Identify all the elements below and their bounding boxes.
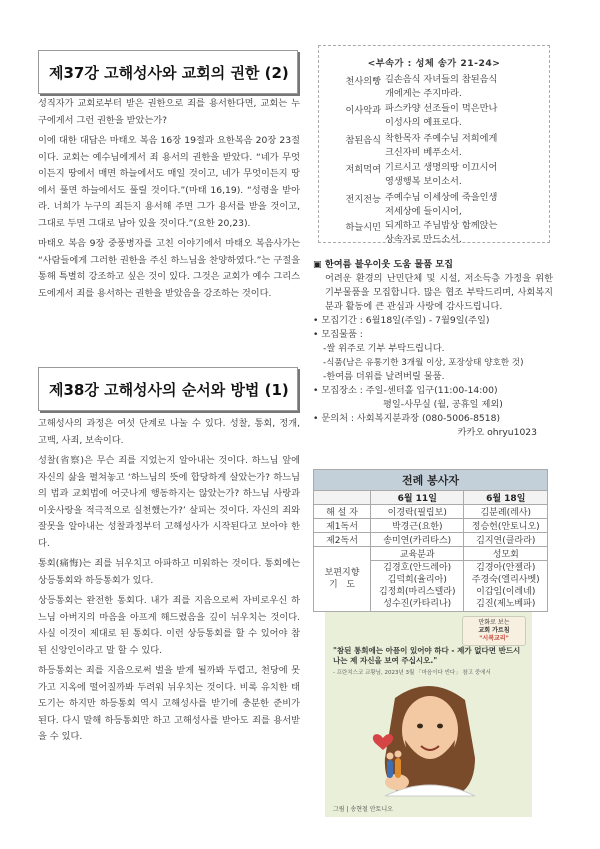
donation-period: • 모집기간 : 6월18일(주일) - 7월9일(주일): [313, 315, 490, 326]
donation-contact: • 문의처 : 사회복지분과장 (080-5006-8518): [313, 413, 501, 424]
lesson38-title: 제38강 고해성사의 순서와 방법 (1): [38, 367, 298, 411]
volunteer-name: 김정희(마리스텔라): [378, 587, 456, 597]
hymn-verse-key: 천사의빵: [345, 76, 381, 87]
donation-item: -식품(남은 유통기한 3개월 이상, 포장상태 양호한 것): [323, 358, 524, 368]
cartoon-illustration: [325, 612, 532, 817]
role-label-line: 기 도: [329, 580, 355, 590]
volunteer-table-title: 전례 봉사자: [314, 470, 548, 491]
donation-notice: [313, 258, 553, 440]
hymn-verse: [323, 161, 543, 189]
table-header-blank: [314, 491, 371, 505]
hymn-verse: [323, 191, 543, 219]
table-header-date: 6월 11일: [371, 491, 464, 505]
donation-intro: 어려운 환경의 난민단체 및 시설, 저소득층 가정을 위한 기부물품을 모집합니다. 많은 협조 부탁드리며, 사회복지분과 활동에 큰 관심과 사랑에 감사드립니다.: [325, 273, 553, 312]
role-label: 해 설 자: [314, 505, 371, 519]
group-name: 교육분과: [371, 547, 464, 561]
hymn-verse-key: 저희먹여: [345, 164, 381, 175]
hymn-verse: [323, 73, 543, 101]
hymn-line: 상속자로 만드소서.: [385, 234, 462, 245]
lesson38-paragraph: 고해성사의 과정은 여섯 단계로 나눌 수 있다. 성찰, 통회, 정개, 고백, 사죄, 보속이다.: [38, 418, 300, 446]
hymn-line: 개에게는 주지마라.: [385, 88, 462, 99]
volunteer-name: 박경근(요한): [371, 519, 464, 533]
prayer-volunteers: [464, 561, 548, 612]
volunteer-name: 김덕희(율리아): [387, 575, 447, 585]
lesson37-paragraph: 마태오 복음 9장 중풍병자를 고친 이야기에서 마태오 복음사가는 “사람들에게 그러한 권한을 주신 하느님을 찬양하였다.”는 구절을 통해 특별히 강조하고 싶은 것이 있다. 그것은 교회가 예수 그리스도에게서 죄를 용서하는 권한을 받았음을 강조하는 것이다.: [38, 238, 300, 299]
donation-kakao: 카카오 ohryu1023: [457, 427, 537, 438]
volunteer-name: 김분례(레사): [464, 505, 548, 519]
donation-heading: ▣ 한여름 불우이웃 도움 물품 모집: [313, 259, 454, 270]
table-row: [314, 519, 548, 533]
badge-line: 교회 가르침: [478, 627, 510, 634]
lesson38-paragraph: 성찰(省察)은 무슨 죄를 지었는지 알아내는 것이다. 하느님 앞에 자신의 삶을 펼쳐놓고 ‘하느님의 뜻에 합당하게 살았는가? 하느님의 법과 교회법에 어긋나게 행동하지는 않았는가? 하느님 사랑과 이웃사랑을 적극적으로 실천했는가?’ 살피는 것이다. 자신의 죄와 잘못을 알아내는 성찰과정부터 고해성사가 시작된다고 보아야 한다.: [38, 455, 300, 549]
lesson37-body: [38, 96, 300, 306]
lesson38-paragraph: 통회(痛悔)는 죄를 뉘우치고 아파하고 미워하는 것이다. 통회에는 상등통회와 하등통회가 있다.: [38, 558, 300, 586]
prayer-volunteers: [371, 561, 464, 612]
hymn-verse-key: 이사악과: [345, 105, 381, 116]
hymn-verse: [323, 102, 543, 130]
group-name: 성모회: [464, 547, 548, 561]
table-row: [314, 533, 548, 547]
volunteer-name: 김경호(안드레아): [383, 563, 452, 573]
role-label-line: 보편지향: [324, 568, 360, 578]
hymn-verse: [323, 132, 543, 160]
hymn-title: <부속가 : 성체 송가 21-24>: [367, 58, 501, 69]
hymn-line: 크신자비 베푸소서.: [385, 147, 462, 158]
table-header-date: 6월 18일: [464, 491, 548, 505]
donation-items-label: • 모집물품 :: [313, 329, 363, 340]
volunteer-name: 송미연(카리타스): [371, 533, 464, 547]
hymn-verse: [323, 219, 543, 247]
role-label: 제2독서: [314, 533, 371, 547]
donation-item: -한여름 더위를 날려버릴 물품.: [323, 371, 445, 382]
hymn-line: 기르시고 생명의땅 이끄시어: [385, 162, 498, 173]
hymn-line: 착한목자 주예수님 저희에게: [385, 133, 498, 144]
volunteer-name: 이갑임(이레네): [476, 587, 536, 597]
role-label: 제1독서: [314, 519, 371, 533]
table-row: [314, 505, 548, 519]
cartoon-quote: "참된 통회에는 아픔이 있어야 하다 - 제가 없다면 반드시 나는 제 자신을 보여 주십시오.": [333, 646, 521, 665]
hymn-line: 주예수님 이세상에 죽을인생: [385, 192, 498, 203]
lesson37-title: 제37강 고해성사와 교회의 권한 (2): [38, 50, 298, 94]
lesson38-paragraph: 하등통회는 죄를 지음으로써 벌을 받게 될까봐 두렵고, 천당에 못 가고 지옥에 떨어질까봐 두려워 뉘우치는 것이다. 비록 유치한 태도기는 하지만 하등통회 역시 고해성사를 받기에 충분한 준비가 된다. 다시 말해 하등통회만 하고 고해성사를 받아도 죄를 용서받을 수 있다.: [38, 665, 300, 742]
badge-highlight: "시복교리": [479, 635, 509, 642]
jesus-figure-icon: [325, 678, 532, 798]
hymn-line: 저세상에 들이시어,: [385, 206, 462, 217]
volunteer-table: [313, 469, 548, 612]
volunteer-name: 이경락(필립보): [371, 505, 464, 519]
donation-place-weekday: 평일-사무실 (월, 공휴일 제외): [383, 399, 503, 410]
volunteer-name: 김경아(안젤라): [476, 563, 536, 573]
lesson37-paragraph: 성직자가 교회로부터 받은 권한으로 죄를 용서한다면, 교회는 누구에게서 그런 권한을 받았는가?: [38, 98, 300, 126]
lesson38-body: [38, 416, 300, 750]
badge-line: 만화로 보는: [478, 619, 510, 626]
table-row: [314, 547, 548, 561]
hymn-line: 이성사의 예표로다.: [385, 117, 462, 128]
lesson38-paragraph: 상등통회는 완전한 통회다. 내가 죄를 지음으로써 자비로우신 하느님 아버지의 마음을 아프게 해드렸음을 깊이 뉘우치는 것이다. 사실 이것이 제대로 된 통회다. 이런 상등통회를 할 수 있어야 참된 신앙인이라고 말 할 수 있다.: [38, 595, 300, 656]
volunteer-name: 김진(제노베파): [476, 599, 536, 609]
hymn-verse-key: 전지전능: [345, 194, 381, 205]
hymn-line: 길손음식 자녀들의 참된음식: [385, 74, 498, 85]
hymn-line: 파스카양 선조들이 먹은만나: [385, 103, 498, 114]
lesson37-paragraph: 이에 대한 대답은 마태오 복음 16장 19절과 요한복음 20장 23절이다. 교회는 예수님에게서 죄 용서의 권한을 받았다. “네가 무엇이든지 땅에서 매면 하늘에서도 매일 것이고, 네가 무엇이든지 땅에서 풀면 하늘에서도 풀릴 것이다.”(마태 16,19). “성령을 받아라. 너희가 누구의 죄든지 용서해 주면 그가 용서를 받을 것이고, 그대로 두면 그대로 남아 있을 것이다.”(요한 20,23).: [38, 135, 300, 229]
cartoon-caption: - 프란치스코 교황님, 2023년 3월 「마음이다 빈다」 참고 중에서: [333, 670, 491, 676]
volunteer-name: 주경숙(엘리사벳): [471, 575, 540, 585]
hymn-verse-key: 참된음식: [345, 135, 381, 146]
volunteer-name: 김지연(클라라): [464, 533, 548, 547]
volunteer-name: 성수진(카타리나): [383, 599, 452, 609]
hymn-line: 영생행복 보이소서.: [385, 176, 462, 187]
hymn-box: [318, 45, 550, 243]
donation-item: -쌀 위주로 기부 부탁드립니다.: [323, 343, 445, 354]
role-label: [314, 547, 371, 612]
cartoon-badge: [462, 616, 526, 646]
volunteer-name: 정승헌(안토니오): [464, 519, 548, 533]
hymn-verse-key: 하늘시민: [345, 222, 381, 233]
donation-place: • 모집장소 : 주일-센터홀 입구(11:00-14:00): [313, 385, 498, 396]
hymn-line: 되게하고 주님밥상 함께앉는: [385, 220, 498, 231]
cartoon-credit: 그림 | 송현철 안토니오: [333, 806, 393, 813]
